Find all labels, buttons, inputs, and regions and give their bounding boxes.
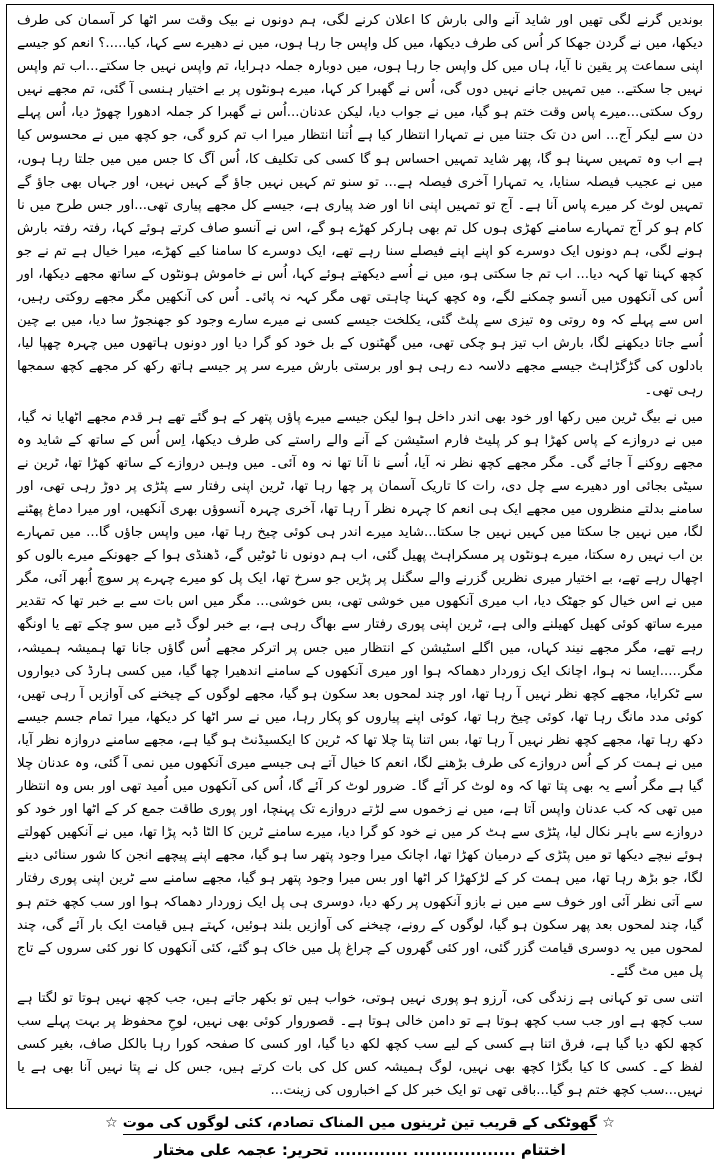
news-headline-row — [6, 1112, 714, 1135]
author-credit: تحریر: عجمہ علی مختار — [154, 1141, 329, 1160]
end-dots: .................. — [413, 1141, 516, 1160]
signoff-row — [6, 1139, 714, 1161]
star-icon: ☆ — [602, 1115, 615, 1132]
story-paragraph-2: میں نے بیگ ٹرین میں رکھا اور خود بھی اندر داخل ہوا لیکن جیسے میرے پاؤں پتھر کے ہو گئے تھے ہر قدم مجھے اٹھایا نہ گیا، میں نے دروازے کے پاس کھڑا ہو کر پلیٹ فارم اسٹیشن کے آنے والے راستے کی طرف دیکھا، اِس اُس کے ساتھ کے شاید وہ مجھے روکنے آ جائے گی۔ مگر مجھے کچھ نظر نہ آیا، اُسے نا آنا تھا نہ وہ آئی۔ میں وہیں دروازے کے ساتھ کھڑا تھا، ٹرین نے سیٹی بجائی اور دھیرے سے چل دی، رات کا تاریک آسمان پر چھا رہا تھا، ٹرین اپنی رفتار سے پٹڑی پر دوڑ رہی تھی، اور سامنے بدلتے منظروں میں مجھے ایک ہی انعم کا چہرہ نظر آ رہا تھا، آخری چہرہ آنسوؤں بھری آنکھیں، اور میرا دماغ پھٹنے لگا، میں نہیں جا سکتا میں کہیں نہیں جا سکتا...شاید میرے اندر ہی کوئی چیخ رہا تھا، میں واپس جاؤں گا... میں تمہارے بن اب نہیں رہ سکتا، میرے ہونٹوں پر مسکراہٹ پھیل گئی، اب ہم دونوں نا ٹوٹیں گے، ڈھنڈی ہوا کے جھونکے میرے بالوں کو اچھال رہے تھے، بے اختیار میری نظریں گزرنے والے سگنل پر پڑیں جو سرخ تھا، ایک پل کو میرے چہرے پر سوچ اُبھر آئی، مگر میں نے اس خیال کو جھٹک دیا، اب میری آنکھوں میں خوشی تھی، بس خوشی... مگر میں اس بات سے بے خبر تھا کہ تقدیر میرے ساتھ کوئی کھیل کھیلنے والی ہے، ٹرین اپنی پوری رفتار سے بھاگ رہی ہے، بے خبر لوگ ڈبے میں سو چکے تھے یا اونگھ رہے تھے، مگر مجھے نیند کہاں، میں اگلے اسٹیشن کے انتظار میں جس پر اترکر مجھے اُس گاؤں جانا تھا ہمیشہ ہمیشہ، مگر.....ایسا نہ ہوا، اچانک ایک زوردار دھماکہ ہوا اور میری آنکھوں کے سامنے اندھیرا چھا گیا، میں کسی ہارڈ کی دیواروں سے ٹکرایا، مجھے کچھ نظر نہیں آ رہا تھا، اور چند لمحوں بعد سکون ہو گیا، مجھے لوگوں کے چیخنے کی آوازیں آ رہی تھیں، کوئی مدد مانگ رہا تھا، کوئی چیخ رہا تھا، کوئی اپنے پیاروں کو پکار رہا، میں نے سر اٹھا کر دیکھا، میرا تمام جسم جیسے دکھ رہا تھا، مجھے کچھ نظر نہیں آ رہا تھا، بس اتنا پتا چلا تھا کہ ٹرین کا ایکسیڈنٹ ہو گیا ہے، مجھے سامنے دروازہ نظر آیا، میں نے ہمت کر کے اُس دروازے کی طرف بڑھنے لگا، انعم کا خیال آتے ہی جیسے میری آنکھوں میں نمی آ گئی، وہ عدنان چلا گیا ہے مگر اُسے یہ بھی پتا تھا کہ وہ لوٹ کر آئے گا۔ ضرور لوٹ کر آئے گا، اُس کی آنکھوں میں اُمید تھی اور بس وہ انتظار میں تھی کہ کب عدنان واپس آتا ہے، میں نے زخموں سے لڑتے دروازے تک پہنچا، اور پوری طاقت جمع کر کے اٹھا اور خود کو دروازے سے باہر نکال لیا، پٹڑی سے ہٹ کر میں نے خود کو گرا دیا، میرے سامنے ٹرین کا الٹا ڈبہ پڑا تھا، میں نے آنکھیں کھولتے ہوئے نیچے دیکھا تو میں پٹڑی کے درمیان کھڑا تھا، اچانک میرا وجود پتھر سا ہو گیا، مجھے اپنے پیچھے انجن کا شور سنائی دینے لگا، جو بڑھ رہا تھا، میں ہمت کر کے لڑکھڑا کر اٹھا اور بس میرا وجود پتھر ہو گیا، مجھے سامنے سے ٹرین اپنی پوری رفتار سے آتی نظر آئی اور خوف سے میں نے بازو آنکھوں پر رکھ دیا، دوسری ہی پل ایک زوردار دھماکہ ہوا اور سب کچھ ختم ہو گیا، چند لمحوں بعد پھر سکون ہو گیا، لوگوں کے رونے، چیخنے کی آوازیں بلند ہوئیں، کہتے ہیں قیامت ایک بار آئے گی، چند لمحوں میں یہ دوسری قیامت گزر گئی، اور کئی گھروں کے چراغ پل میں خاک ہو گئے، کئی آنکھوں کا نور کئی سروں کے تاج پل میں مٹ گئے۔ — [17, 409, 703, 979]
star-icon: ☆ — [105, 1115, 118, 1132]
author-dots: ............. — [333, 1141, 408, 1160]
story-paragraph-3: اتنی سی تو کہانی ہے زندگی کی، آرزو ہو پوری نہیں ہوتی، خواب ہیں تو بکھر جاتے ہیں، جب کچھ نہیں ہوتا تو لگتا ہے سب کچھ ہے اور جب سب کچھ ہوتا ہے تو دامن خالی ہوتا ہے۔ قصوروار کوئی بھی نہیں، لوحِ محفوظ پر بہت پہلے سب کچھ لکھ دیا گیا ہے، فرق اتنا ہے کسی کے لیے سب کچھ لکھ دیا گیا، اور کسی کا صفحہ کورا رہا بالکل صاف، بغیر کسی لفظ کے۔ کسی کا کیا بگڑا کچھ بھی نہیں، لوگ ہمیشہ کس کل کی بات کرتے ہیں، جس کل نے پتا نہیں آنا بھی ہے یا نہیں...سب کچھ ختم ہو گیا...باقی تھی تو ایک خبر کل کے اخباروں کی زینت... — [17, 990, 703, 1099]
story-paragraph-1: بوندیں گرنے لگی تھیں اور شاید آنے والی بارش کا اعلان کرنے لگی، ہم دونوں نے بیک وقت سر اٹھا کر آسمان کی طرف دیکھا، میں نے گردن جھکا کر اُس کی طرف دیکھا، میں کل واپس جا رہا ہوں، میں نے دھیرے سے کہا، کیا.....؟ انعم کو جیسے اپنی سماعت پر یقین نا آیا، ہاں میں کل واپس جا رہا ہوں، میں دوبارہ جملہ دہرایا، تم واپس نہیں جا سکتے...اب تم واپس نہیں جا سکتے.. میں تمہیں جانے نہیں دوں گی، اُس نے گھبرا کر کہا، میرے ہونٹوں پر بے اختیار ہنسی آ گئی، تم مجھے نہیں روک سکتی...میرے پاس وقت ختم ہو گیا، میں نے جواب دیا، لیکن عدنان...اُس نے گھبرا کر جملہ ادھورا چھوڑ دیا، اُس پہلے دن سے لیکر آج... اس دن تک جتنا میں نے تمہارا انتظار کیا ہے اُتنا انتظار میرا اب تم کرو گی، جو کچھ میں نے محسوس کیا ہے اب وہ تمہیں سہنا ہو گا، پھر شاید تمہیں احساس ہو گا کسی کی تکلیف کا، اُس آگ کا جس میں میں جلتا رہا ہوں، میں نے عجیب فیصلہ سنایا، یہ تمہارا آخری فیصلہ ہے... تو سنو تم کہیں نہیں جاؤ گے کہیں نہیں، اور جہاں بھی جاؤ گے تمہیں لوٹ کر میرے پاس آنا ہے۔ آج تو تمہیں اپنی انا اور ضد پیاری ہے، جیسے کل مجھے پیاری تھی...اور جس طرح میں نا کام ہو کر آج تمہارے سامنے کھڑی ہوں کل تم بھی ہارکر کھڑے ہو گے، اس نے آنسو صاف کرتے ہوئے کہا، رفتہ رفتہ بارش ہونے لگی، ہم دونوں ایک دوسرے کو اپنے اپنے فیصلے سنا رہے تھے، ایک دوسرے کا سامنا کیے کھڑے، میرا خیال ہے تم نے جو کچھ کہنا تھا کہہ دیا... اب تم جا سکتی ہو، میں نے اُسے دیکھتے ہوئے کہا، اُس نے خاموش ہونٹوں کے ساتھ مجھے دیکھا، اور اُس کی آنکھوں میں آنسو چمکنے لگے، وہ کچھ کہنا چاہتی تھی مگر کہہ نہ پائی۔ اُس کی آنکھیں مگر مجھے روکتی رہیں، اس سے پہلے کہ وہ روتی وہ تیزی سے پلٹ گئی، یکلخت جیسے کسی نے میرے سارے وجود کو جھنجوڑ سا دیا، میں بے چین اُسے جاتا دیکھنے لگا، بارش اب تیز ہو چکی تھی، میں گھٹنوں کے بل خود کو گرا دیا اور دونوں ہاتھوں میں چہرہ چھپا لیا، بادلوں کی گڑگڑاہٹ جیسے مجھے دلاسہ دے رہی ہو اور برستی بارش میرے سر پر جیسے ہاتھ رکھ کر مجھے کچھ سمجھا رہی تھی۔ — [17, 13, 703, 398]
story-footer — [6, 1109, 714, 1161]
news-headline: گھوٹکی کے قریب تین ٹرینوں میں المناک تصادم، کئی لوگوں کی موت — [123, 1112, 597, 1135]
end-label: اختتام — [520, 1141, 566, 1160]
story-body — [6, 4, 714, 1109]
